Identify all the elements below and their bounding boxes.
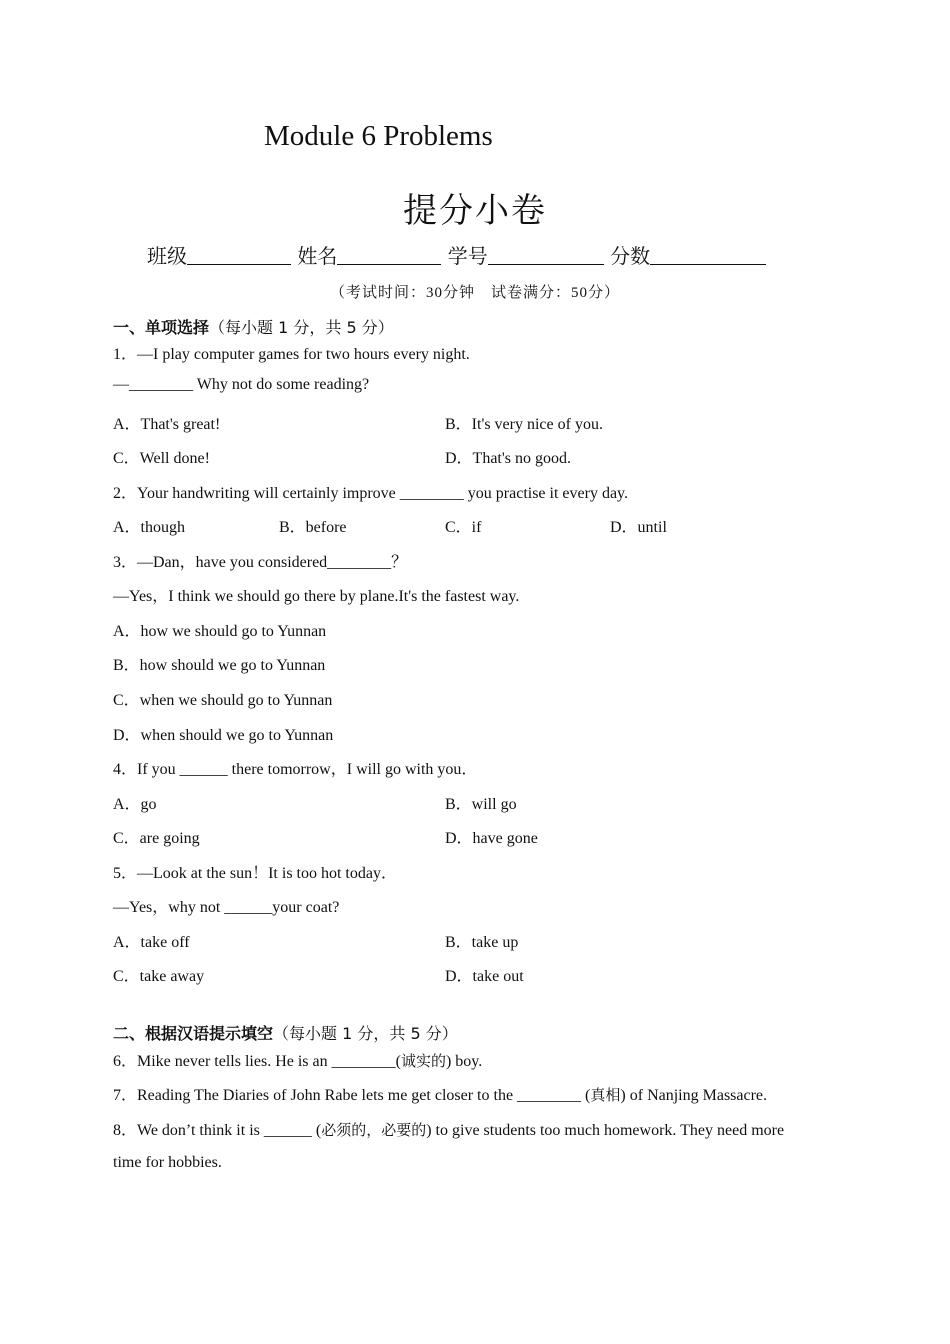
q5-stem2: —Yes，why not ______your coat? (113, 899, 340, 916)
q3-option-b: B．how should we go to Yunnan (113, 657, 326, 674)
q5-option-c: C．take away (113, 968, 205, 985)
q2-option-d: D．until (610, 519, 667, 536)
q8-hint: 必须的，必要的 (321, 1121, 427, 1139)
q5-option-a: A．take off (113, 934, 190, 951)
q1-stem: 1．—I play computer games for two hours every night. (113, 346, 470, 363)
section1-title: 一、单项选择 (113, 318, 210, 337)
section2-heading (113, 1021, 458, 1044)
number-label: 学号 (447, 244, 488, 268)
q4-option-a: A．go (113, 796, 157, 813)
q2-option-b: B．before (279, 519, 347, 536)
section2-title: 二、根据汉语提示填空 (113, 1024, 274, 1043)
q3-option-d: D．when should we go to Yunnan (113, 727, 334, 744)
q5-option-d: D．take out (445, 968, 524, 985)
q2-option-c: C．if (445, 519, 482, 536)
q8-line2: time for hobbies. (113, 1154, 222, 1171)
name-label: 姓名 (297, 244, 338, 268)
q4-option-d: D．have gone (445, 830, 538, 847)
q4-option-b: B．will go (445, 796, 517, 813)
q1-option-d: D．That's no good. (445, 450, 571, 467)
q8-line (113, 1117, 784, 1140)
q7-line (113, 1082, 767, 1105)
section2-note: （每小题 1 分，共 5 分） (273, 1024, 458, 1043)
module-title: Module 6 Problems (264, 120, 493, 152)
q1-stem2: —________ Why not do some reading? (113, 376, 370, 393)
main-title: 提分小卷 (403, 191, 547, 231)
q2-stem: 2．Your handwriting will certainly improve ________ you practise it every day. (113, 485, 629, 502)
q6-hint: 诚实的 (400, 1052, 446, 1070)
q6-line (113, 1048, 482, 1071)
q3-option-c: C．when we should go to Yunnan (113, 692, 333, 709)
q3-stem: 3．—Dan，have you considered________？ (113, 554, 408, 571)
q6-pre: 6．Mike never tells lies. He is an ________( (113, 1053, 401, 1070)
q1-option-c: C．Well done! (113, 450, 210, 467)
q5-option-b: B．take up (445, 934, 519, 951)
q7-post: ) of Nanjing Massacre. (620, 1087, 768, 1104)
number-field[interactable] (488, 244, 604, 265)
score-label: 分数 (610, 244, 651, 268)
q2-option-a: A．though (113, 519, 186, 536)
q5-stem: 5．—Look at the sun！It is too hot today． (113, 865, 397, 882)
section1-note: （每小题 1 分，共 5 分） (209, 318, 394, 337)
q8-pre: 8．We don’t think it is ______ ( (113, 1122, 322, 1139)
q6-post: ) boy. (445, 1053, 483, 1070)
q4-stem: 4．If you ______ there tomorrow，I will go with you． (113, 761, 478, 778)
section1-heading (113, 315, 394, 338)
class-label: 班级 (147, 244, 187, 268)
q8-post: ) to give students too much homework. They need more (426, 1122, 785, 1139)
q7-pre: 7．Reading The Diaries of John Rabe lets me get closer to the ________ ( (113, 1087, 591, 1104)
exam-meta: （考试时间：30分钟 试卷满分：50分） (329, 285, 620, 301)
score-field[interactable] (650, 244, 766, 265)
q4-option-c: C．are going (113, 830, 200, 847)
q1-option-a: A．That's great! (113, 416, 221, 433)
q1-option-b: B．It's very nice of you. (445, 416, 603, 433)
class-field[interactable] (187, 244, 291, 265)
q3-stem2: —Yes，I think we should go there by plane.It's the fastest way. (113, 588, 520, 605)
q3-option-a: A．how we should go to Yunnan (113, 623, 327, 640)
student-info-line (147, 240, 766, 269)
name-field[interactable] (337, 244, 441, 265)
q7-hint: 真相 (590, 1086, 621, 1104)
